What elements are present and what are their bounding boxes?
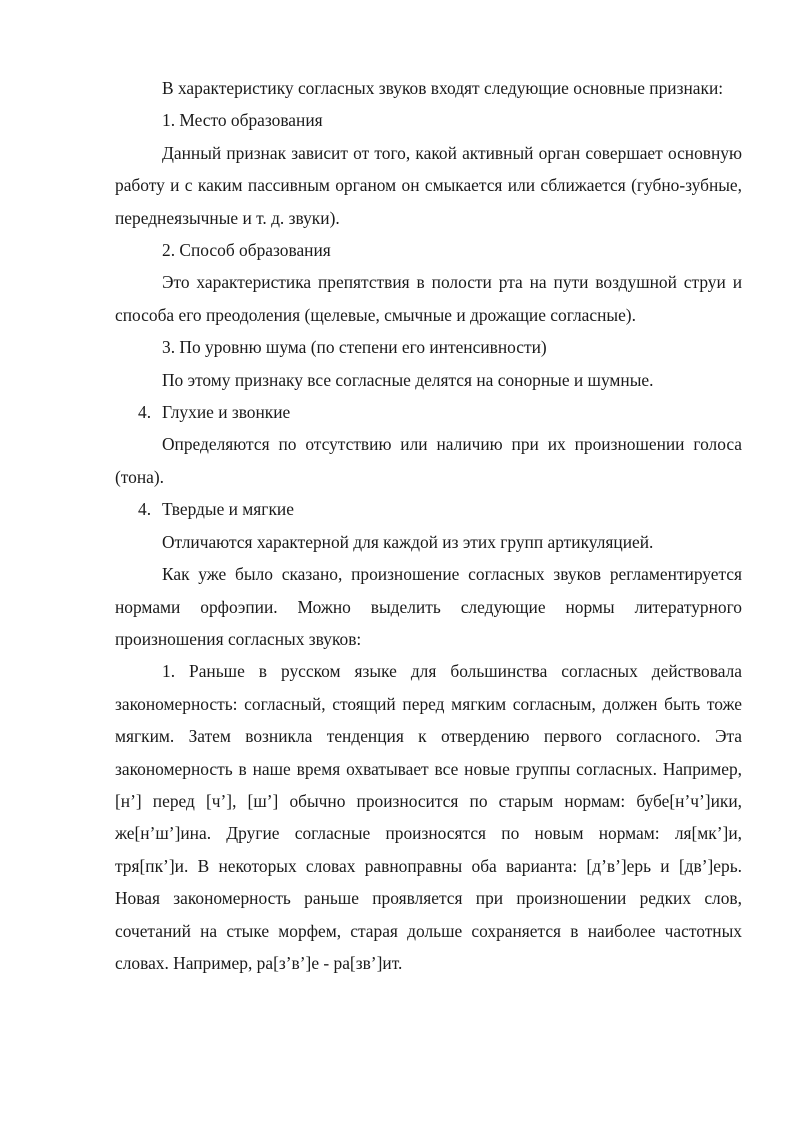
list-number: 4.	[138, 402, 152, 423]
paragraph-norm-1: 1. Раньше в русском языке для большинства согласных действовала закономерность: согласный, стоящий перед мягким согласным, должен быть тоже мягким. Затем возникла тенденция к отвердению первого согласного. Эта закономерность в наше время охватывает все новые группы согласных. Например, [н’] перед [ч’], [ш’] обычно произносится по старым нормам: бубе[н’ч’]ики, же[н’ш’]ина. Другие согласные произносятся по новым нормам: ля[мк’]и, тря[пк’]и. В некоторых словах равноправны оба варианта: [д’в’]ерь и [дв’]ерь. Новая закономерность раньше проявляется при произношении редких слов, сочетаний на стыке морфем, старая дольше сохраняется в наиболее частотных словах. Например, ра[з’в’]е - ра[зв’]ит.	[115, 661, 742, 973]
document-body	[115, 72, 742, 979]
paragraph-place-of-articulation: Данный признак зависит от того, какой активный орган совершает основную работу и с каким пассивным органом он смыкается или сближается (губно-зубные, переднеязычные и т. д. звуки).	[115, 142, 742, 228]
heading-noise-level: 3. По уровню шума (по степени его интенсивности)	[162, 337, 547, 358]
paragraph-intro: В характеристику согласных звуков входят следующие основные признаки:	[162, 78, 724, 98]
list-item-label: Твердые и мягкие	[162, 499, 294, 520]
paragraph-orthoepy-norms: Как уже было сказано, произношение согласных звуков регламентируется нормами орфоэпии. Можно выделить следующие нормы литературного произношения согласных звуков:	[115, 564, 742, 649]
list-item-label: Глухие и звонкие	[162, 402, 291, 423]
heading-hard-soft	[115, 493, 742, 525]
list-number: 4.	[138, 499, 152, 520]
paragraph-hard-soft: Отличаются характерной для каждой из этих групп артикуляцией.	[162, 531, 654, 552]
heading-voiceless-voiced	[115, 396, 742, 428]
paragraph-manner-of-articulation: Это характеристика препятствия в полости рта на пути воздушной струи и способа его преодоления (щелевые, смычные и дрожащие согласные).	[115, 272, 742, 325]
paragraph-voiceless-voiced: Определяются по отсутствию или наличию при их произношении голоса (тона).	[115, 434, 742, 487]
paragraph-noise-level: По этому признаку все согласные делятся на сонорные и шумные.	[162, 369, 654, 390]
heading-manner-of-articulation: 2. Способ образования	[162, 240, 331, 261]
heading-place-of-articulation: 1. Место образования	[162, 110, 323, 131]
